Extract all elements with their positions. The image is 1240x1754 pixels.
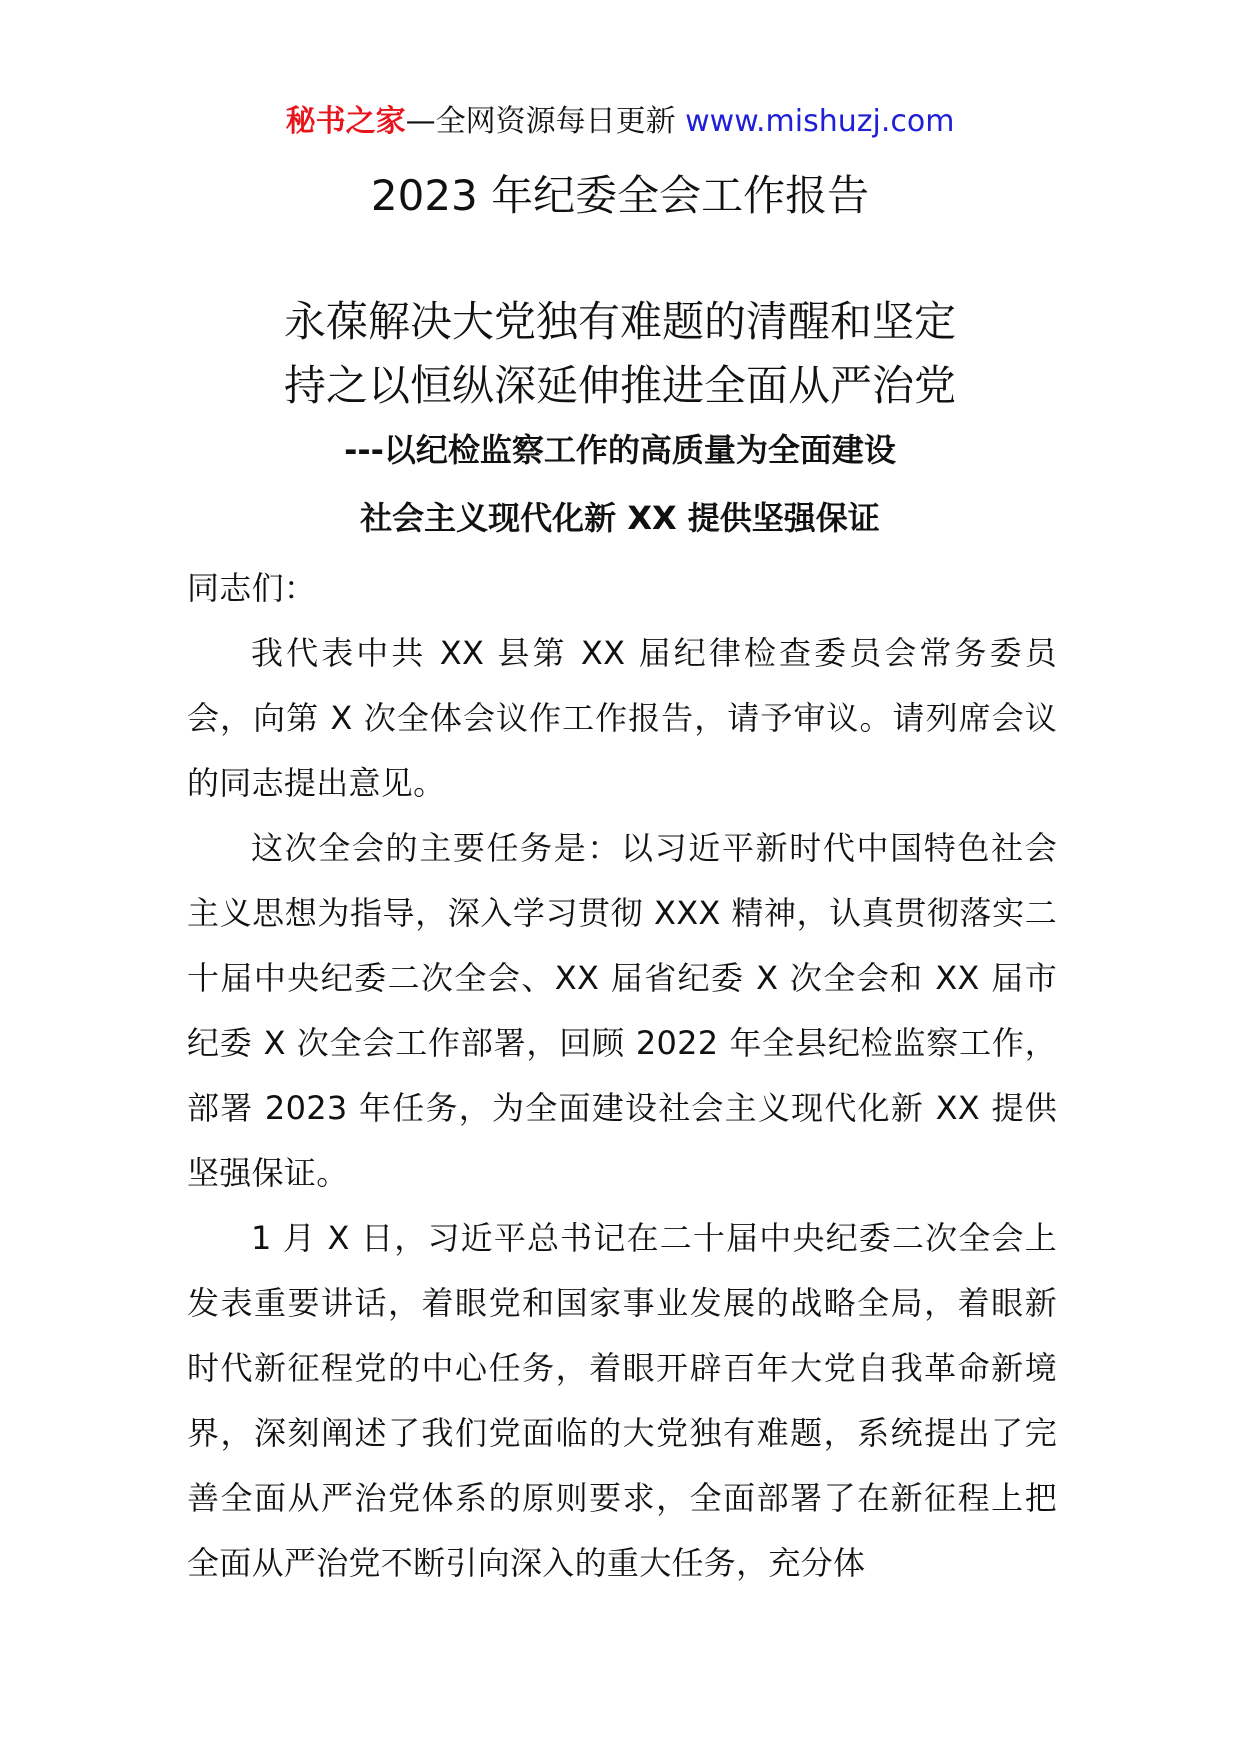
subheadline-line-2: 社会主义现代化新 XX 提供坚强保证 — [360, 499, 880, 537]
header-slogan: —全网资源每日更新 — [405, 104, 676, 139]
salutation: 同志们： — [187, 569, 317, 607]
subheadline-line-1: ---以纪检监察工作的高质量为全面建设 — [344, 431, 896, 469]
paragraph: 1 月 X 日，习近平总书记在二十届中央纪委二次全会上发表重要讲话，着眼党和国家事业发展的战略全局，着眼新时代新征程党的中心任务，着眼开辟百年大党自我革命新境界，深刻阐述了我们党面临的大党独有难题，系统提出了完善全面从严治党体系的原则要求，全面部署了在新征程上把全面从严治党不断引向深入的重大任务，充分体 — [187, 1219, 1057, 1582]
site-url-link[interactable]: www.mishuzj.com — [685, 104, 955, 139]
headline-line-1: 永葆解决大党独有难题的清醒和坚定 — [283, 297, 956, 346]
paragraph: 这次全会的主要任务是：以习近平新时代中国特色社会主义思想为指导，深入学习贯彻 XXX 精神，认真贯彻落实二十届中央纪委二次全会、XX 届省纪委 X 次全会和 XX 届市纪委 X 次全会工作部署，回顾 2022 年全县纪检监察工作，部署 2023 年任务，为全面建设社会主义现代化新 XX 提供坚强保证。 — [187, 829, 1057, 1192]
brand-name: 秘书之家 — [285, 104, 406, 139]
paragraph: 我代表中共 XX 县第 XX 届纪律检查委员会常务委员会，向第 X 次全体会议作工作报告，请予审议。请列席会议的同志提出意见。 — [187, 634, 1057, 802]
report-body — [187, 556, 1057, 1596]
document-title: 2023 年纪委全会工作报告 — [370, 171, 870, 220]
headline-line-2: 持之以恒纵深延伸推进全面从严治党 — [283, 361, 956, 410]
site-header — [0, 100, 1240, 144]
